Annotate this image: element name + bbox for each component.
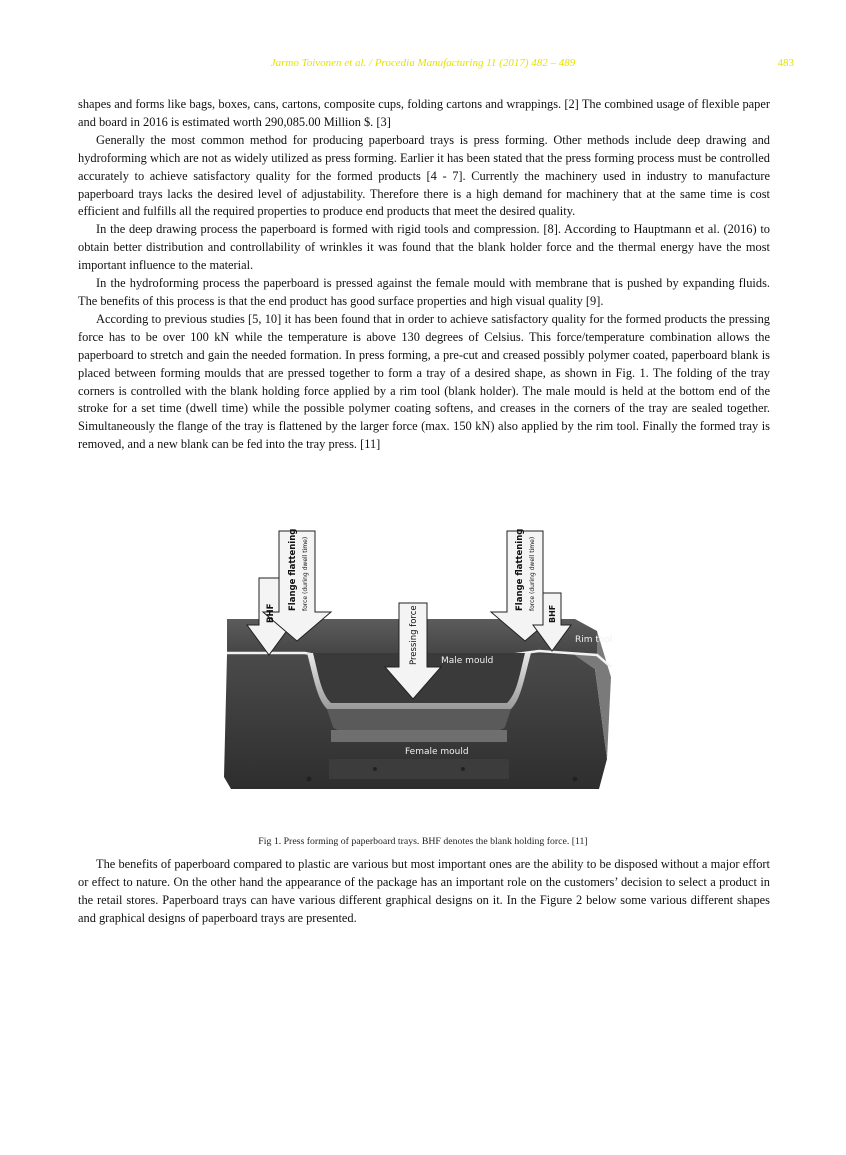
body-text-lower — [78, 856, 770, 928]
paragraph: shapes and forms like bags, boxes, cans, cartons, composite cups, folding cartons and wrappings. [2] The combined usage of flexible paper and board in 2016 is estimated worth 290,085.00 Million $. [3] — [78, 97, 770, 129]
figure-caption: Fig 1. Press forming of paperboard trays. BHF denotes the blank holding force. [11] — [258, 836, 588, 847]
page-number: 483 — [777, 57, 794, 69]
pressing-force-label: Pressing force — [409, 605, 419, 665]
bolt-hole — [373, 767, 377, 771]
paragraph: The benefits of paperboard compared to plastic are various but most important ones are the ability to be disposed without a major effort or effect to nature. On the other hand the appearance of the package has an important role on the customers’ decision to select a product in the retail stores. Paperboard trays can have various different graphical designs on it. In the Figure 2 below some various different shapes and graphical designs of paperboard trays are presented. — [78, 857, 770, 925]
paragraph: According to previous studies [5, 10] it has been found that in order to achieve satisfactory quality for the formed products the pressing force has to be over 100 kN while the temperature is above 130 degrees of Celsius. This force/temperature combination allows the paperboard to stretch and gain the needed formation. In press forming, a pre-cut and creased possibly polymer coated, paperboard blank is placed between forming moulds that are pressed together to form a tray of a desired shape, as shown in Fig. 1. The folding of the tray corners is controlled with the blank holding force applied by a rim tool (blank holder). The male mould is held at the bottom end of the stroke for a set time (dwell time) while the possible polymer coating softens, and creases in the corners of the tray are sealed together. Simultaneously the flange of the tray is flattened by the larger force (max. 150 kN) also applied by the rim tool. Finally the formed tray is removed, and a new blank can be fed into the tray press. [11] — [78, 311, 770, 452]
bhf-right-label: BHF — [548, 604, 557, 623]
flange-right-label: Flange flattening — [515, 528, 525, 611]
running-header — [0, 57, 846, 73]
lower-plate — [329, 759, 509, 779]
flange-right-sublabel: force (during dwell time) — [529, 536, 536, 611]
paragraph: In the hydroforming process the paperboard is pressed against the female mould with membrane that is pushed by expanding fluids. The benefits of this process is that the end product has good surface properties and high visual quality [9]. — [78, 276, 770, 308]
bolt-hole — [461, 767, 465, 771]
paragraph: Generally the most common method for producing paperboard trays is press forming. Other methods include deep drawing and hydroforming which are not as widely utilized as press forming. Earlier it has been stated that the press forming process must be controlled accurately to achieve satisfactory quality for the formed products [4 - 7]. Currently the machinery used in industry to manufacture paperboard trays lacks the desired level of adjustability. Therefore there is a high demand for machinery that at the same time is cost efficient and fulfills all the required properties to produce end products that meet the desired quality. — [78, 132, 770, 219]
bolt-hole — [307, 777, 312, 782]
press-forming-diagram — [219, 527, 619, 802]
running-title: Jarmo Toivonen et al. / Procedia Manufacturing 11 (2017) 482 – 489 — [270, 57, 576, 69]
female-mould-label: Female mould — [405, 747, 469, 757]
bhf-left-label: BHF — [266, 603, 276, 623]
flange-left-sublabel: force (during dwell time) — [302, 536, 309, 611]
male-mould-label: Male mould — [441, 656, 494, 666]
body-text-upper — [78, 96, 770, 454]
press-forming-figure — [219, 527, 619, 802]
female-mould-top — [331, 730, 507, 742]
bolt-hole — [573, 777, 578, 782]
rim-tool-label: Rim tool — [575, 635, 613, 645]
paragraph: In the deep drawing process the paperboard is formed with rigid tools and compression. [8]. According to Hauptmann et al. (2016) to obtain better distribution and controllability of wrinkles it was found that the blank holder force and the thermal energy have the most important influence to the material. — [78, 222, 770, 273]
flange-left-label: Flange flattening — [288, 528, 298, 611]
